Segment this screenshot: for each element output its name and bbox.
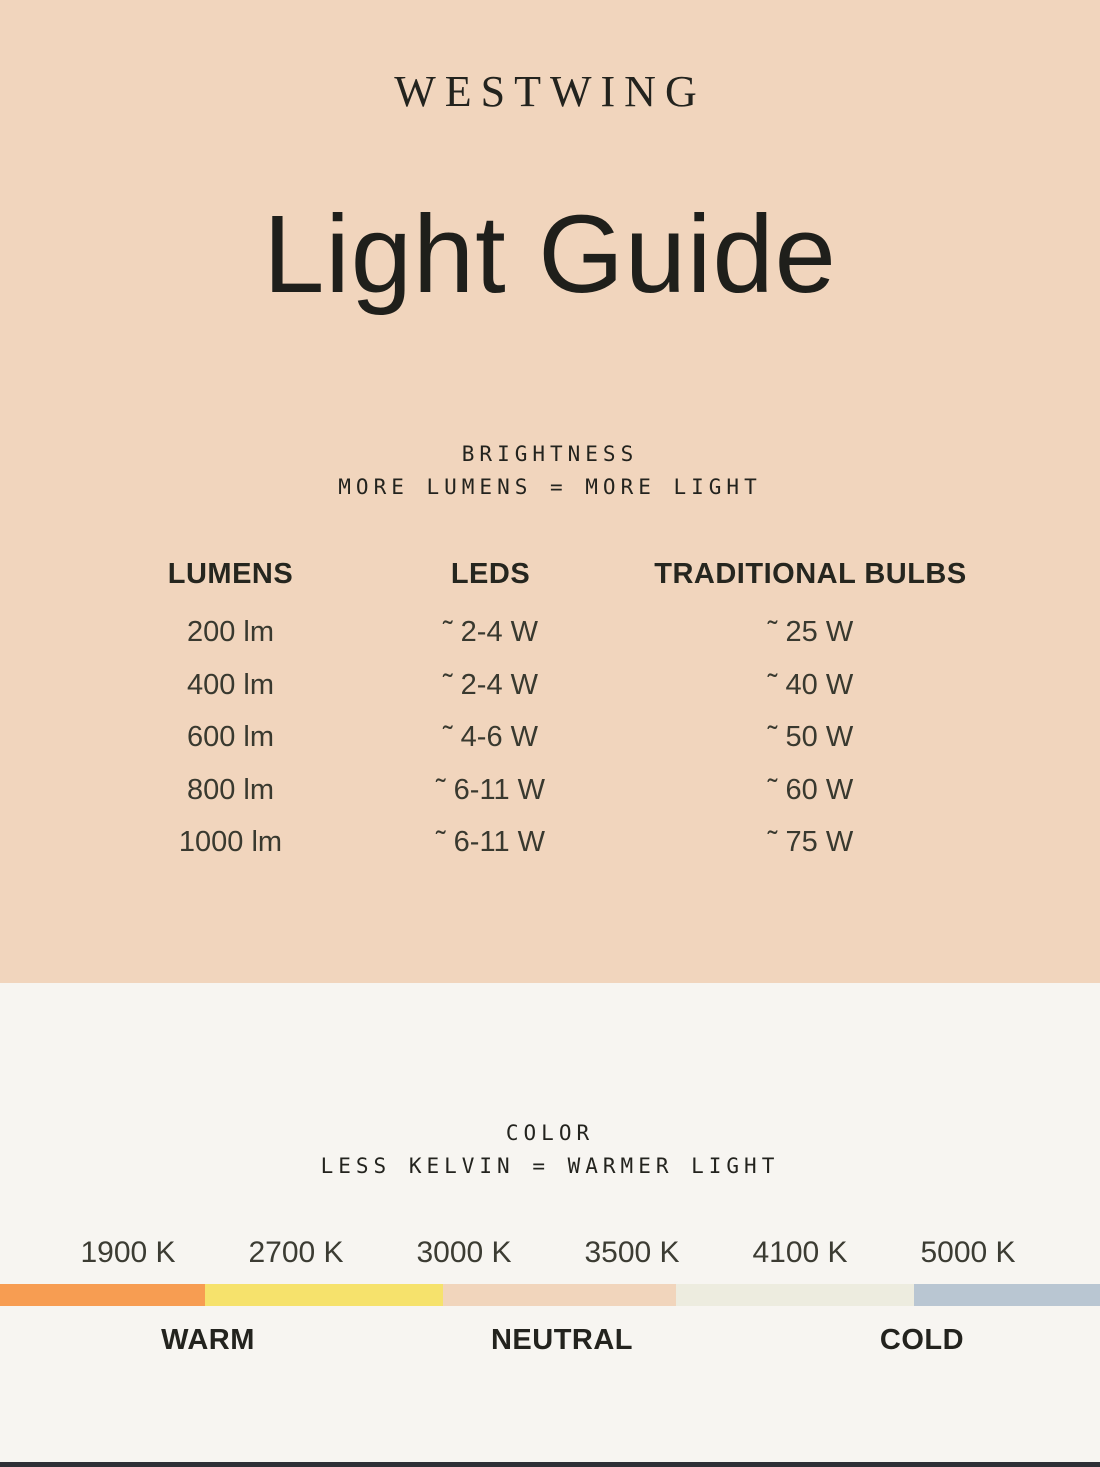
column-header: LEDS bbox=[450, 557, 531, 590]
table-cell-lumens: 200 lm bbox=[186, 616, 275, 649]
table-cell-leds: ˜ 4-6 W bbox=[442, 721, 539, 754]
brightness-heading: BRIGHTNESS bbox=[461, 441, 639, 466]
column-header: TRADITIONAL BULBS bbox=[654, 557, 967, 590]
table-cell-traditional: ˜ 50 W bbox=[767, 721, 854, 754]
table-cell-traditional: ˜ 60 W bbox=[767, 773, 854, 806]
table-cell-leds: ˜ 6-11 W bbox=[435, 773, 546, 806]
table-cell-leds: ˜ 2-4 W bbox=[442, 668, 539, 701]
scale-segment-warm-yellow bbox=[205, 1284, 444, 1306]
brand-logo: WESTWING bbox=[394, 67, 706, 116]
table-cell-leds: ˜ 2-4 W bbox=[442, 616, 539, 649]
temperature-labels bbox=[0, 1318, 1100, 1364]
kelvin-label: 5000 K bbox=[920, 1236, 1016, 1269]
color-subheading: LESS KELVIN = WARMER LIGHT bbox=[320, 1154, 780, 1178]
table-row bbox=[98, 712, 1003, 765]
page-title: Light Guide bbox=[263, 193, 837, 316]
color-heading: COLOR bbox=[505, 1121, 595, 1145]
scale-segment-warm-orange bbox=[0, 1284, 205, 1306]
label-neutral: NEUTRAL bbox=[490, 1324, 634, 1356]
label-warm: WARM bbox=[161, 1324, 255, 1356]
table-cell-lumens: 600 lm bbox=[186, 721, 275, 754]
color-heading-block bbox=[0, 983, 1100, 1183]
column-header: LUMENS bbox=[167, 557, 294, 590]
brightness-heading-block bbox=[0, 438, 1100, 504]
kelvin-label: 3000 K bbox=[416, 1236, 512, 1269]
scale-segment-cold-blue bbox=[914, 1284, 1100, 1306]
kelvin-label: 4100 K bbox=[752, 1236, 848, 1269]
brightness-subheading: MORE LUMENS = MORE LIGHT bbox=[338, 474, 762, 499]
footer-divider-bar bbox=[0, 1462, 1100, 1467]
label-cold: COLD bbox=[879, 1324, 965, 1356]
lumens-table-header bbox=[98, 558, 1003, 594]
table-row bbox=[98, 817, 1003, 870]
table-row bbox=[98, 607, 1003, 660]
scale-segment-neutral-cream bbox=[676, 1284, 914, 1306]
kelvin-label: 1900 K bbox=[80, 1236, 176, 1269]
table-cell-traditional: ˜ 40 W bbox=[767, 668, 854, 701]
kelvin-label: 2700 K bbox=[248, 1236, 344, 1269]
lumens-table bbox=[98, 558, 1003, 870]
table-cell-traditional: ˜ 75 W bbox=[767, 826, 854, 859]
kelvin-label: 3500 K bbox=[584, 1236, 680, 1269]
table-cell-lumens: 400 lm bbox=[186, 668, 275, 701]
color-temperature-bar bbox=[0, 1284, 1100, 1306]
table-cell-lumens: 1000 lm bbox=[178, 826, 283, 859]
color-section bbox=[0, 983, 1100, 1467]
table-row bbox=[98, 764, 1003, 817]
table-cell-lumens: 800 lm bbox=[186, 773, 275, 806]
kelvin-scale-labels bbox=[44, 1236, 1052, 1270]
table-row bbox=[98, 659, 1003, 712]
lumens-table-rows bbox=[98, 607, 1003, 870]
table-cell-traditional: ˜ 25 W bbox=[767, 616, 854, 649]
table-cell-leds: ˜ 6-11 W bbox=[435, 826, 546, 859]
scale-segment-neutral-peach bbox=[443, 1284, 676, 1306]
